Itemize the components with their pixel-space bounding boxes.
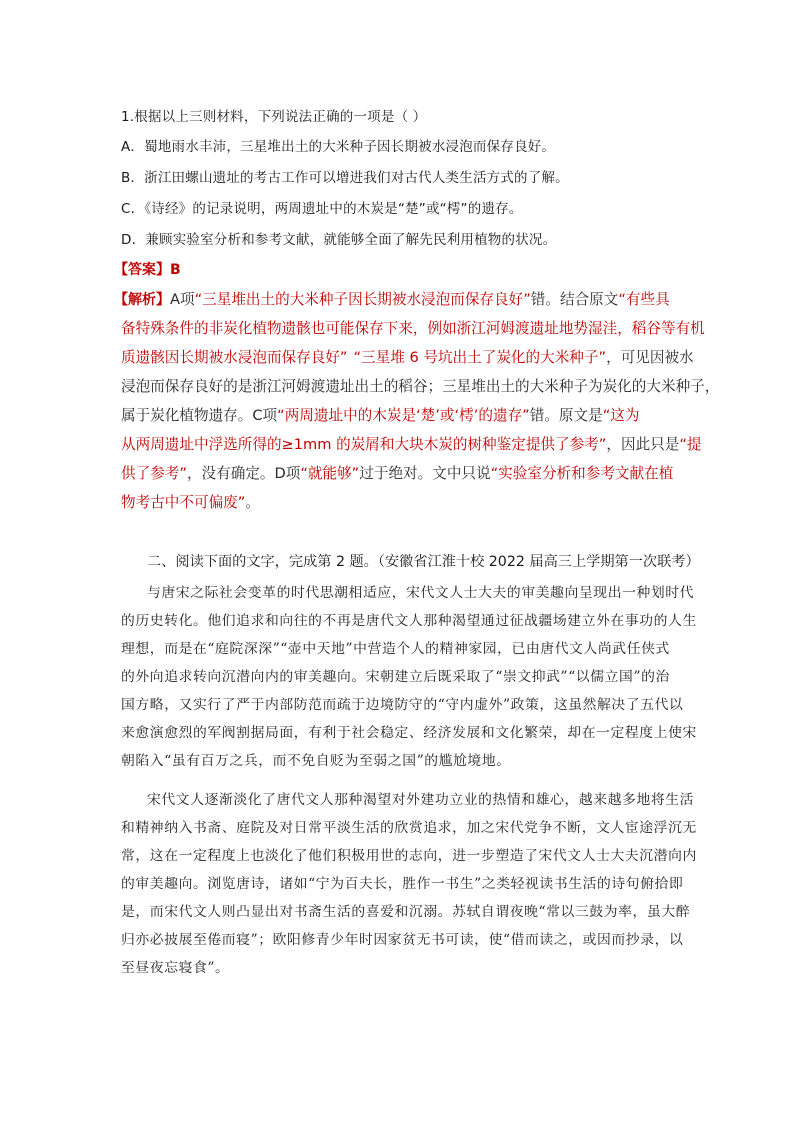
explanation-line-5: 属于炭化植物遗存。C项“两周遗址中的木炭是‘楚’或‘樗’的遗存”错。原文是“这为 [121, 407, 640, 424]
answer-line [114, 259, 181, 279]
passage-p2-line-6: 归亦必披展至倦而寝”；欧阳修青少年时因家贫无书可读，使“借而读之，或因而抄录，以 [121, 932, 684, 948]
explanation-line-8: 物考古中不可偏废”。 [121, 494, 260, 511]
passage-p2-line-1: 宋代文人逐渐淡化了唐代文人那种渴望对外建功立业的热情和雄心，越来越多地将生活 [147, 792, 695, 808]
passage-p2-line-3: 常，这在一定程度上也淡化了他们积极用世的志向，进一步塑造了宋代文人士大夫沉潜向内 [121, 848, 697, 864]
passage-p2-line-7: 至昼夜忘寝食”。 [121, 960, 230, 976]
passage-p1-line-4: 的外向追求转向沉潜向内的审美趣向。宋朝建立后既采取了“崇文抑武”“以儒立国”的治 [121, 669, 670, 685]
passage-p1-line-1: 与唐宋之际社会变革的时代思潮相适应，宋代文人士大夫的审美趣向呈现出一种划时代 [147, 585, 695, 601]
option-c: C．《诗经》的记录说明，两周遗址中的木炭是“楚”或“樗”的遗存。 [121, 201, 523, 217]
option-b: B．浙江田螺山遗址的考古工作可以增进我们对古代人类生活方式的了解。 [121, 170, 569, 186]
passage-p2-line-2: 和精神纳入书斋、庭院及对日常平淡生活的欣赏追求，加之宋代党争不断，文人宦途浮沉无 [121, 820, 697, 836]
explanation-line-1: 【解析】A项“三星堆出土的大米种子因长期被水浸泡而保存良好”错。结合原文“有些具 [114, 291, 670, 308]
answer-label: 【答案】 [114, 262, 170, 278]
explanation-line-2: 备特殊条件的非炭化植物遗骸也可能保存下来，例如浙江河姆渡遗址地势湿洼，稻谷等有机 [121, 320, 705, 337]
passage-p1-line-6: 来愈演愈烈的军阀割据局面，有利于社会稳定、经济发展和文化繁荣，却在一定程度上使宋 [121, 725, 697, 741]
option-d: D．兼顾实验室分析和参考文献，就能够全面了解先民利用植物的状况。 [121, 232, 557, 248]
section-heading: 二、阅读下面的文字，完成第 2 题。（安徽省江淮十校 2022 届高三上学期第一次联考） [147, 554, 700, 570]
explanation-line-7: 供了参考”，没有确定。D项“就能够”过于绝对。文中只说“实验室分析和参考文献在植 [121, 465, 674, 482]
option-a: A．蜀地雨水丰沛，三星堆出土的大米种子因长期被水浸泡而保存良好。 [121, 139, 556, 155]
question-stem: 1.根据以上三则材料，下列说法正确的一项是（ ） [121, 109, 427, 125]
explanation-line-3: 质遗骸因长期被水浸泡而保存良好” “三星堆 6 号坑出土了炭化的大米种子”，可见因被水 [121, 349, 694, 366]
explanation-line-6: 从两周遗址中浮选所得的≥1mm 的炭屑和大块木炭的树种鉴定提供了参考”，因此只是“提 [121, 436, 702, 453]
passage-p2-line-4: 的审美趣向。浏览唐诗，诸如“宁为百夫长，胜作一书生”之类轻视读书生活的诗句俯拾即 [121, 876, 684, 892]
passage-p1-line-5: 国方略，又实行了严于内部防范而疏于边境防守的“守内虚外”政策，这虽然解决了五代以 [121, 697, 684, 713]
passage-p2-line-5: 是，而宋代文人则凸显出对书斋生活的喜爱和沉溺。苏轼自谓夜晚“常以三鼓为率，虽大醉 [121, 904, 691, 920]
passage-p1-line-3: 理想，而是在“庭院深深”“壶中天地”中营造个人的精神家园，已由唐代文人尚武任侠式 [121, 641, 670, 657]
explanation-line-4: 浸泡而保存良好的是浙江河姆渡遗址出土的稻谷；三星堆出土的大米种子为炭化的大米种子， [121, 378, 720, 395]
explanation-label: 【解析】 [114, 292, 170, 308]
passage-p1-line-7: 朝陷入“虽有百万之兵，而不免自贬为至弱之国”的尴尬境地。 [121, 753, 511, 769]
answer-value: B [170, 262, 181, 278]
passage-p1-line-2: 的历史转化。他们追求和向往的不再是唐代文人那种渴望通过征战疆场建立外在事功的人生 [121, 613, 697, 629]
